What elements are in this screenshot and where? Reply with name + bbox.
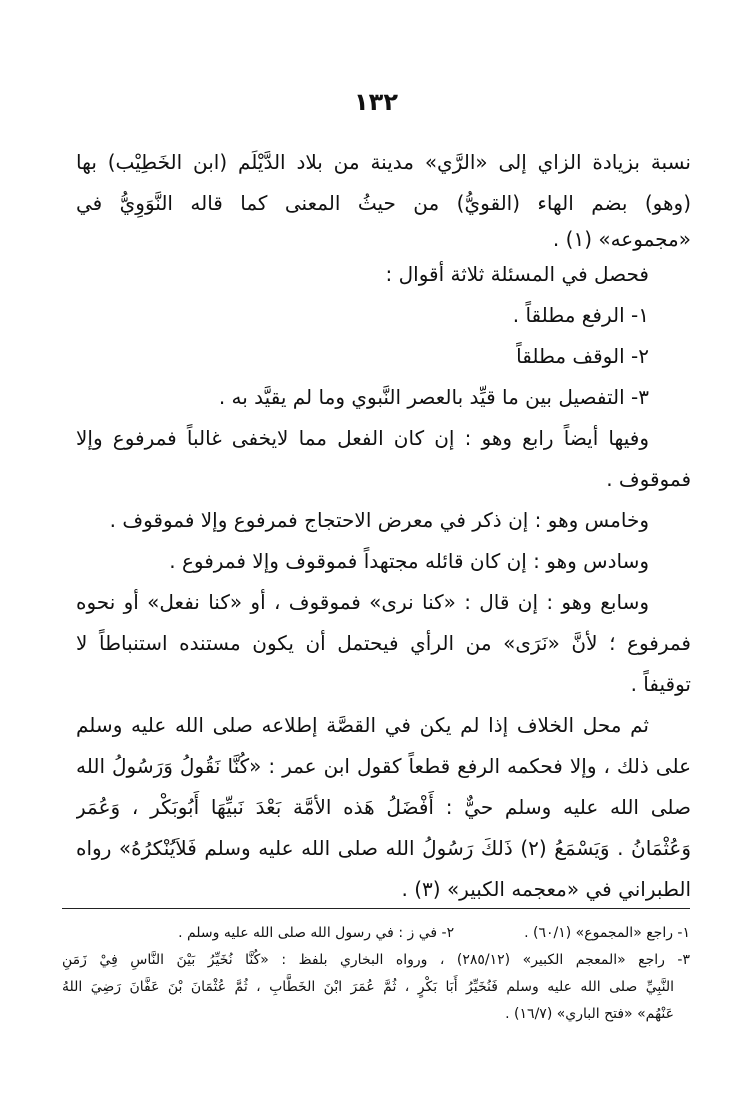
text-line: وخامس وهو : إن ذكر في معرض الاحتجاج فمرفوع وإلا فموقوف . [109, 508, 649, 532]
text-line: وَعُثْمَانُ . وَيَسْمَعُ (٢) ذَلكَ رَسُولُ الله صلى الله عليه وسلم فَلاَيُنْكرُهُ» رواه [76, 836, 691, 860]
footnote-1: ١- راجع «المجموع» (٦٠/١) . [524, 925, 690, 941]
text-line: توقيفاً . [630, 672, 691, 696]
text-line: الطبراني في «معجمه الكبير» (٣) . [401, 877, 691, 901]
text-line: وسادس وهو : إن كان قائله مجتهداً فموقوف وإلا فمرفوع . [169, 549, 649, 573]
footnote-3-line: ٣- راجع «المعجم الكبير» (٢٨٥/١٢) ، ورواه البخاري بلفظ : «كُنَّا نُخَيِّرُ بَيْنَ النَّاسِ فِيْ زَمَنِ [62, 952, 690, 968]
text-line: وسابع وهو : إن قال : «كنا نرى» فموقوف ، أو «كنا نفعل» أو نحوه [76, 590, 649, 614]
text-line: نسبة بزيادة الزاي إلى «الرَّي» مدينة من بلاد الدَّيْلَم (ابن الخَطِيْب) بها [76, 150, 691, 174]
page-number: ١٣٢ [354, 88, 398, 116]
list-item: ٢- الوقف مطلقاً [516, 344, 649, 368]
text-line: فحصل في المسئلة ثلاثة أقوال : [385, 262, 649, 286]
text-line: صلى الله عليه وسلم حيٌّ : أَفْضَلُ هَذه الأمَّة بَعْدَ نَبيِّهَا أَبُوبَكْر ، وَعُمَر [76, 795, 691, 819]
text-line: ثم محل الخلاف إذا لم يكن في القصَّة إطلاعه صلى الله عليه وسلم [76, 713, 649, 737]
text-line: (وهو) بضم الهاء (القويُّ) من حيثُ المعنى كما قاله النَّوَوِيُّ في [76, 191, 691, 215]
text-line: فمرفوع ؛ لأنَّ «نَرَى» من الرأي فيحتمل أن يكون مستنده استنباطاً لا [76, 631, 691, 655]
footnote-row [62, 920, 690, 947]
list-item: ١- الرفع مطلقاً . [512, 303, 649, 327]
body-text [76, 142, 691, 910]
footnote-2: ٢- في ز : في رسول الله صلى الله عليه وسلم . [178, 925, 455, 941]
footnote-3-line: عَنْهُم» «فتح الباري» (١٦/٧) . [505, 1006, 674, 1022]
footnote-divider [62, 908, 690, 909]
footnote-3-line: النَّبِيِّ صلى الله عليه وسلم فَنُخَيِّرُ أَبَا بَكْرٍ ، ثُمَّ عُمَرَ ابْنَ الخَطَّابِ ، ثُمَّ عُثْمَانَ بْنَ عَفَّانَ رَضِيَ اللهُ [62, 979, 674, 995]
text-line: فموقوف . [606, 467, 691, 491]
text-line: على ذلك ، وإلا فحكمه الرفع قطعاً كقول ابن عمر : «كُنَّا نَقُولُ وَرَسُولُ الله [76, 754, 691, 778]
list-item: ٣- التفصيل بين ما قيِّد بالعصر النَّبوي وما لم يقيَّد به . [218, 385, 649, 409]
text-line: وفيها أيضاً رابع وهو : إن كان الفعل مما لايخفى غالباً فمرفوع وإلا [76, 426, 649, 450]
text-line: «مجموعه» (١) . [552, 227, 691, 251]
footnotes [62, 920, 690, 1028]
